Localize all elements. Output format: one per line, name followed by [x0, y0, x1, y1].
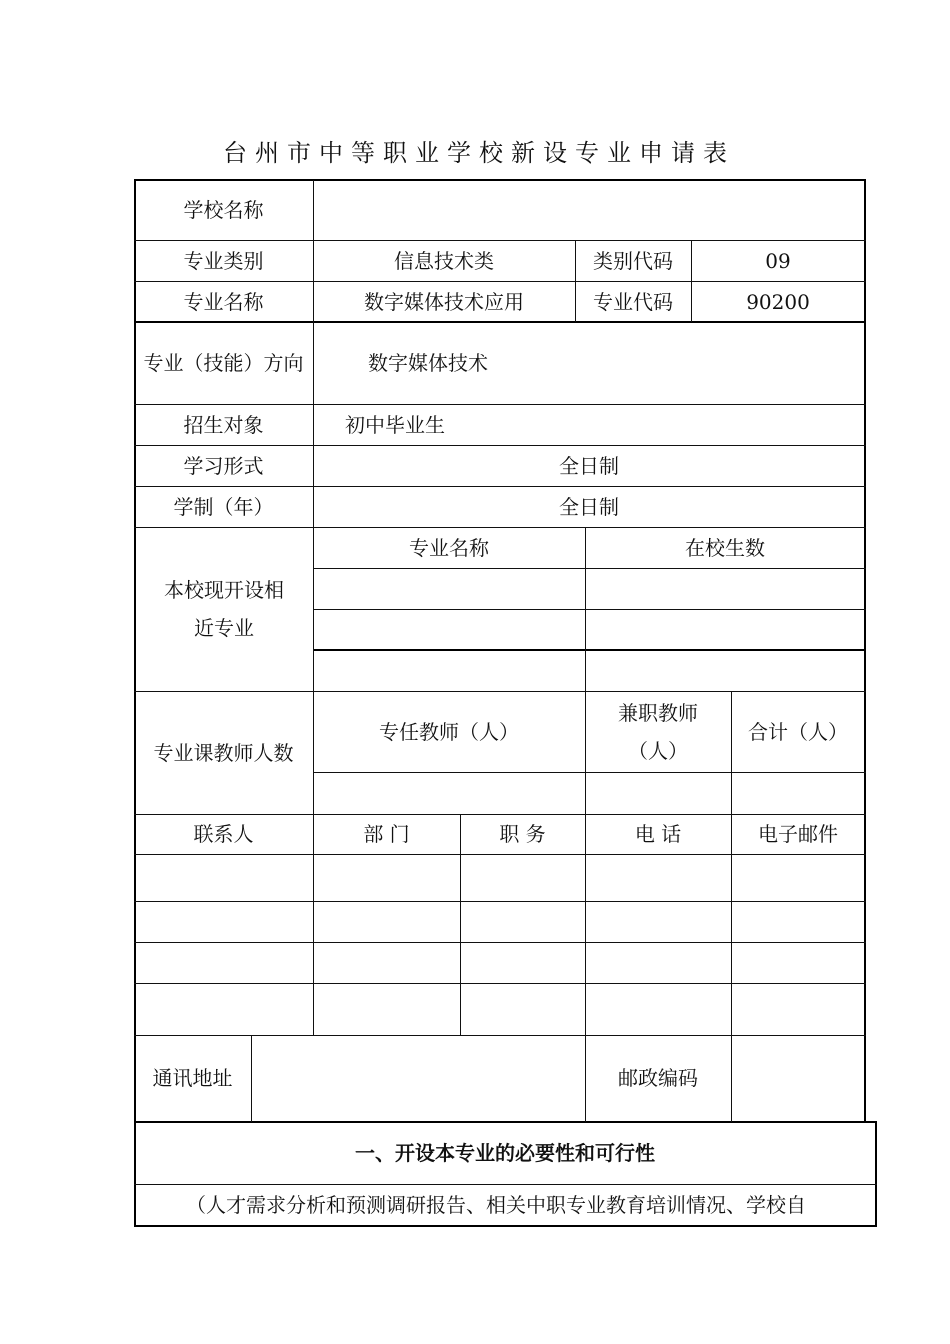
label-category-code: 类别代码	[593, 248, 673, 273]
label-school-name: 学校名称	[183, 198, 264, 222]
parttime-teacher-field[interactable]	[585, 772, 731, 814]
total-teacher-field[interactable]	[731, 772, 865, 814]
label-position: 职 务	[499, 822, 546, 846]
contact-row-4[interactable]	[134, 983, 865, 1035]
contact-row-3[interactable]	[134, 942, 865, 983]
similar-students-cell-3[interactable]	[585, 650, 865, 691]
section1-heading: 一、开设本专业的必要性和可行性	[355, 1140, 655, 1165]
label-duration: 学制（年）	[173, 494, 274, 519]
major-category-value[interactable]: 信息技术类	[394, 248, 494, 273]
form-title: 台州市中等职业学校新设专业申请表	[223, 139, 735, 167]
school-name-field[interactable]	[313, 180, 865, 240]
similar-name-cell-3[interactable]	[313, 650, 585, 691]
section1-note: （人才需求分析和预测调研报告、相关中职专业教育培训情况、学校自	[186, 1193, 806, 1217]
label-enrollment-target: 招生对象	[183, 412, 264, 437]
similar-students-cell-2[interactable]	[585, 609, 865, 650]
similar-name-cell-1[interactable]	[313, 568, 585, 609]
enrollment-target-value[interactable]: 初中毕业生	[345, 412, 445, 437]
label-direction: 专业（技能）方向	[143, 351, 304, 375]
label-phone: 电 话	[634, 822, 682, 846]
label-teacher-count: 专业课教师人数	[153, 740, 294, 765]
direction-value[interactable]: 数字媒体技术	[368, 351, 488, 375]
label-contact-person: 联系人	[193, 822, 254, 846]
label-similar-majors: 本校现开设相近专业	[164, 578, 284, 640]
label-postcode: 邮政编码	[618, 1066, 698, 1090]
label-major-code: 专业代码	[593, 289, 673, 314]
address-field[interactable]	[251, 1035, 585, 1121]
label-major-category: 专业类别	[183, 248, 264, 273]
label-parttime-teacher: 兼职教师（人）	[618, 700, 698, 763]
label-total: 合计（人）	[748, 719, 848, 744]
duration-value[interactable]: 全日制	[559, 494, 619, 519]
category-code-value[interactable]: 09	[765, 248, 791, 273]
contact-row-1[interactable]	[134, 854, 865, 901]
similar-students-cell-1[interactable]	[585, 568, 865, 609]
label-email: 电子邮件	[758, 822, 838, 846]
postcode-field[interactable]	[731, 1035, 865, 1121]
label-address: 通讯地址	[152, 1066, 233, 1090]
major-code-value[interactable]: 90200	[746, 289, 810, 314]
label-department: 部 门	[363, 822, 410, 846]
similar-col-name: 专业名称	[409, 535, 489, 560]
fulltime-teacher-field[interactable]	[313, 772, 585, 814]
similar-col-students: 在校生数	[685, 535, 765, 560]
contact-row-2[interactable]	[134, 901, 865, 942]
study-form-value[interactable]: 全日制	[559, 453, 619, 478]
label-fulltime-teacher: 专任教师（人）	[379, 719, 519, 744]
major-name-value[interactable]: 数字媒体技术应用	[364, 289, 524, 314]
label-study-form: 学习形式	[183, 453, 264, 478]
label-major-name: 专业名称	[183, 289, 264, 314]
similar-name-cell-2[interactable]	[313, 609, 585, 650]
